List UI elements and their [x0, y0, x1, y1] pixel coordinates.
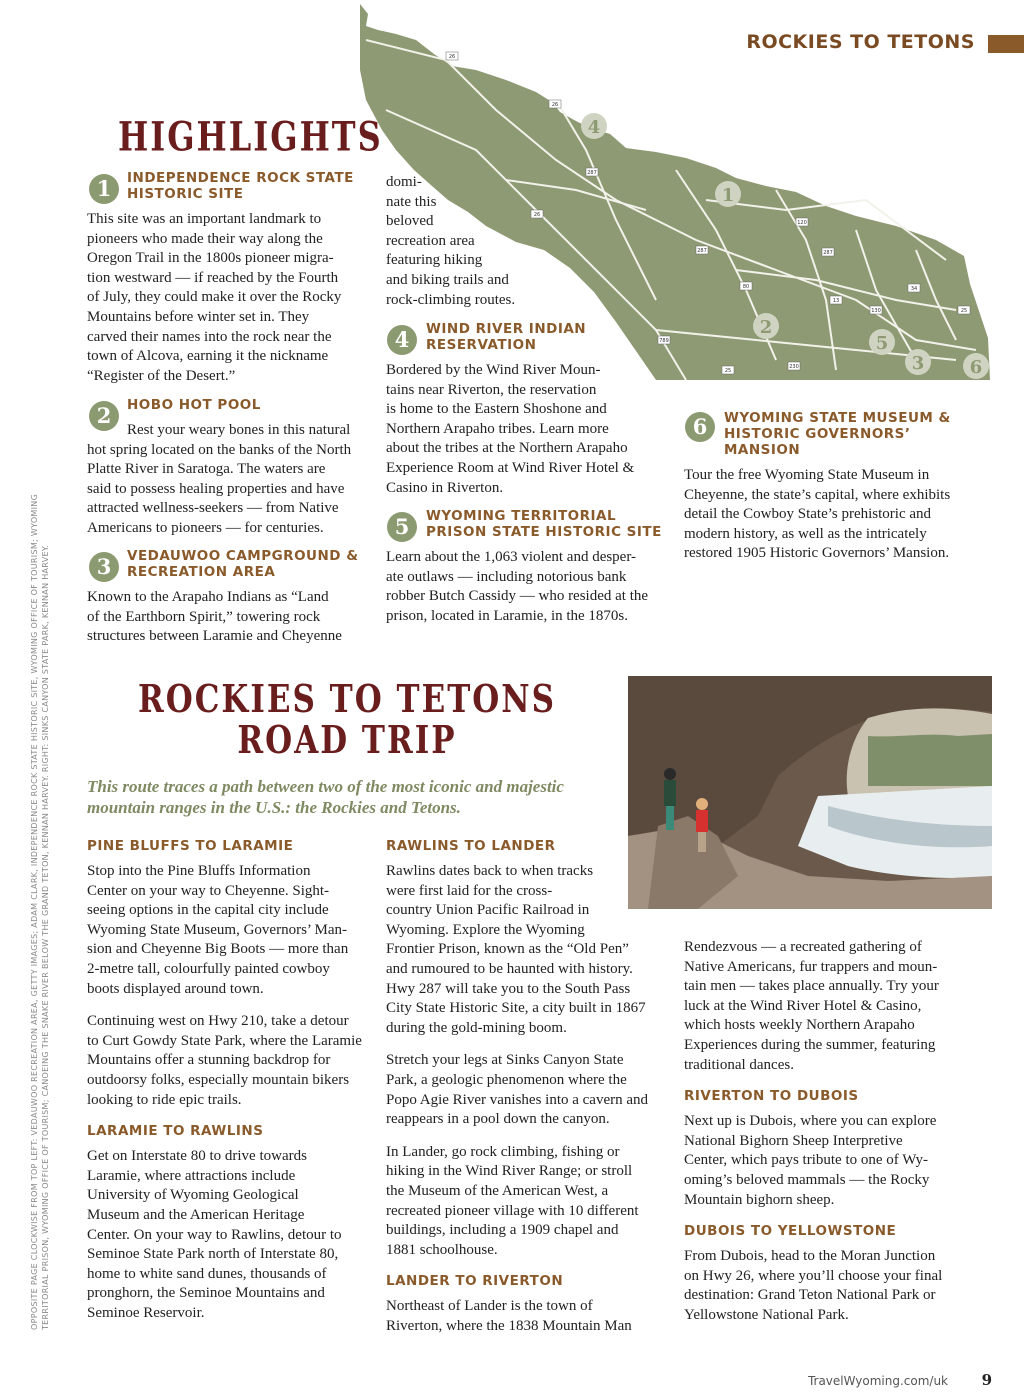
highlight-2	[87, 397, 377, 539]
paragraph: From Dubois, head to the Moran Junction on Hwy 26, where you’ll choose your final destination: Grand Teton National Park or Yellowstone National Park.	[684, 1248, 943, 1323]
svg-text:6: 6	[969, 357, 983, 378]
paragraph: Northeast of Lander is the town of Riverton, where the 1838 Mountain Man	[386, 1298, 632, 1334]
highlight-body: Rest your weary bones in this natural hot spring located on the banks of the North Platte River in Saratoga. The waters are said to possess healing properties and have attracted wellness-seekers — from Native Americans to pioneers — for centuries.	[87, 422, 352, 536]
svg-text:1: 1	[721, 185, 735, 206]
map-marker-6	[963, 353, 989, 379]
paragraph: Stretch your legs at Sinks Canyon State Park, a geologic phenomenon where the Popo Agie River vanishes into a cavern and reappears in a pool down the canyon.	[386, 1052, 649, 1128]
route-shield	[549, 100, 561, 108]
highlights-title: HIGHLIGHTS	[118, 113, 383, 161]
route-shield	[958, 306, 970, 314]
highlight-body: Bordered by the Wind River Moun- tains near Riverton, the reservation is home to the Eastern Shoshone and Northern Arapaho tribes. Learn more about the tribes at the Northern Arapaho Experience Room at Wind River Hotel & Casino in Riverton.	[386, 362, 635, 496]
svg-text:789: 789	[659, 338, 669, 344]
svg-text:26: 26	[533, 212, 541, 218]
road-trip-intro: This route traces a path between two of the most iconic and majestic mountain ranges in the U.S.: the Rockies and Tetons.	[87, 777, 564, 817]
svg-text:2: 2	[759, 317, 773, 338]
svg-text:3: 3	[911, 353, 925, 374]
section-label: ROCKIES TO TETONS	[746, 31, 975, 53]
map-marker-1	[715, 181, 741, 207]
route-shield	[696, 246, 708, 254]
svg-text:25: 25	[724, 368, 732, 374]
paragraph: Rendezvous — a recreated gathering of Native Americans, fur trappers and moun- tain men — takes place annually. Try your luck at the Wind River Hotel & Casino, which hosts weekly Northern Arapaho Experiences during the summer, featuring traditional dances.	[684, 939, 939, 1073]
paragraph: Rawlins dates back to when tracks were first laid for the cross- country Union Pacific Railroad in Wyoming. Explore the Wyoming Frontier Prison, known as the “Old Pen” and rumoured to be haunted with history. Hwy 287 will take you to the South Pass City State Historic Site, a city built in 1867 during the gold-mining boom.	[386, 863, 646, 1036]
highlight-body: Learn about the 1,063 violent and desper- ate outlaws — including notorious bank robber Butch Cassidy — who resided at the prison, located in Laramie, in the 1870s.	[386, 549, 649, 624]
route-shield	[788, 362, 800, 370]
route-shield	[870, 306, 882, 314]
highlight-4	[386, 321, 676, 498]
paragraph: Next up is Dubois, where you can explore National Bighorn Sheep Interpretive Center, which pays tribute to one of Wy- oming’s beloved mammals — the Rocky Mountain bighorn sheep.	[684, 1113, 937, 1208]
svg-text:80: 80	[742, 284, 750, 290]
highlight-heading: HOBO HOT POOL	[127, 397, 261, 413]
section-heading: LARAMIE TO RAWLINS	[87, 1123, 264, 1140]
itinerary-column-1	[87, 838, 372, 1336]
paragraph: Get on Interstate 80 to drive towards Laramie, where attractions include University of Wyoming Geological Museum and the American Heritage Center. On your way to Rawlins, detour to Seminoe State Park north of Interstate 80, home to white sand dunes, thousands of pronghorn, the Seminoe Mountains and Seminoe Reservoir.	[87, 1148, 342, 1321]
section-heading: PINE BLUFFS TO LARAMIE	[87, 838, 294, 854]
road-trip-title: ROCKIES TO TETONS ROAD TRIP	[137, 677, 557, 763]
map-marker-3	[905, 349, 931, 375]
route-shield	[796, 218, 808, 226]
paragraph: Stop into the Pine Bluffs Information Center on your way to Cheyenne. Sight- seeing options in the capital city include Wyoming State Museum, Governors’ Man- sion and Cheyenne Big Boots — more than 2-metre tall, colourfully painted cowboy boots displayed around town.	[87, 863, 349, 997]
photo-credit: OPPOSITE PAGE CLOCKWISE FROM TOP LEFT: VEDAUWOO RECREATION AREA, GETTY IMAGES; ADAM CLARK, INDEPENDENCE ROCK STATE HISTORIC SITE, WYOMING OFFICE OF TOURISM; WYOMING TERRITORIAL PRISON, WYOMING OFFICE OF TOURISM; CANOEING THE SNAKE RIVER BELOW THE GRAND TETON, KENNAN HARVEY. RIGHT: SINKS CANYON STATE PARK, KENNAN HARVEY.	[30, 493, 50, 1330]
website-url[interactable]: TravelWyoming.com/uk	[807, 1374, 948, 1388]
highlight-body: This site was an important landmark to pioneers who made their way along the Oregon Trail in the 1800s pioneer migra- tion westward — if reached by the Fourth of July, they could make it over the Rocky Mountains before winter set in. They carved their names into the rock near the town of Alcova, earning it the nickname “Register of the Desert.”	[87, 211, 342, 384]
highlight-heading: WYOMING TERRITORIAL PRISON STATE HISTORIC SITE	[426, 508, 662, 540]
map-marker-5	[869, 329, 895, 355]
route-shield	[740, 282, 752, 290]
route-shield	[586, 168, 598, 176]
number-badge: 6	[685, 412, 715, 442]
svg-text:4: 4	[587, 117, 601, 138]
route-shield	[830, 296, 842, 304]
sinks-canyon-photo	[628, 676, 992, 909]
paragraph: In Lander, go rock climbing, fishing or hiking in the Wind River Range; or stroll the Museum of the American West, a recreated pioneer village with 10 different buildings, including a 1909 chapel and 1881 schoolhouse.	[386, 1143, 639, 1258]
highlight-1	[87, 170, 367, 386]
svg-text:5: 5	[875, 333, 889, 354]
section-heading: RIVERTON TO DUBOIS	[684, 1088, 859, 1105]
number-badge: 2	[89, 401, 119, 431]
svg-text:34: 34	[910, 286, 918, 292]
svg-text:120: 120	[797, 220, 807, 226]
highlight-heading: VEDAUWOO CAMPGROUND & RECREATION AREA	[127, 548, 359, 580]
highlight-heading: INDEPENDENCE ROCK STATE HISTORIC SITE	[127, 170, 354, 202]
page-number: 9	[981, 1371, 992, 1389]
svg-text:287: 287	[823, 250, 833, 256]
highlight-3	[87, 548, 377, 647]
section-label-bar	[988, 35, 1024, 53]
highlight-heading: WIND RIVER INDIAN RESERVATION	[426, 321, 587, 353]
svg-text:26: 26	[448, 54, 456, 60]
route-shield	[822, 248, 834, 256]
number-badge: 5	[387, 512, 417, 542]
svg-text:26: 26	[551, 102, 559, 108]
number-badge: 4	[387, 325, 417, 355]
svg-text:230: 230	[789, 364, 799, 370]
svg-text:287: 287	[697, 248, 707, 254]
svg-text:130: 130	[871, 308, 881, 314]
itinerary-column-2	[386, 838, 671, 1349]
highlight-heading: WYOMING STATE MUSEUM & HISTORIC GOVERNORS’ MANSION	[724, 410, 951, 458]
number-badge: 1	[89, 174, 119, 204]
route-shield	[446, 52, 458, 60]
paragraph: Continuing west on Hwy 210, take a detour to Curt Gowdy State Park, where the Laramie Mountains offer a stunning backdrop for outdoorsy folks, especially mountain bikers looking to ride epic trails.	[87, 1013, 362, 1108]
svg-text:25: 25	[960, 308, 968, 314]
map-marker-4	[581, 113, 607, 139]
section-heading: DUBOIS TO YELLOWSTONE	[684, 1223, 897, 1240]
highlight-6	[684, 410, 984, 564]
section-heading: LANDER TO RIVERTON	[386, 1273, 564, 1290]
map-marker-2	[753, 313, 779, 339]
number-badge: 3	[89, 552, 119, 582]
svg-text:287: 287	[587, 170, 597, 176]
route-shield	[722, 366, 734, 374]
highlight-3-continued: domi- nate this beloved recreation area featuring hiking and biking trails and rock-climbing routes.	[386, 174, 516, 308]
highlight-body: Known to the Arapaho Indians as “Land of the Earthborn Spirit,” towering rock structures between Laramie and Cheyenne	[87, 589, 342, 645]
highlight-body: Tour the free Wyoming State Museum in Cheyenne, the state’s capital, where exhibits detail the Cowboy State’s prehistoric and modern history, as well as the intricately restored 1905 Historic Governors’ Mansion.	[684, 467, 951, 562]
highlight-5	[386, 508, 676, 626]
itinerary-column-3	[684, 938, 984, 1339]
svg-text:13: 13	[832, 298, 840, 304]
section-heading: RAWLINS TO LANDER	[386, 838, 556, 854]
route-shield	[908, 284, 920, 292]
